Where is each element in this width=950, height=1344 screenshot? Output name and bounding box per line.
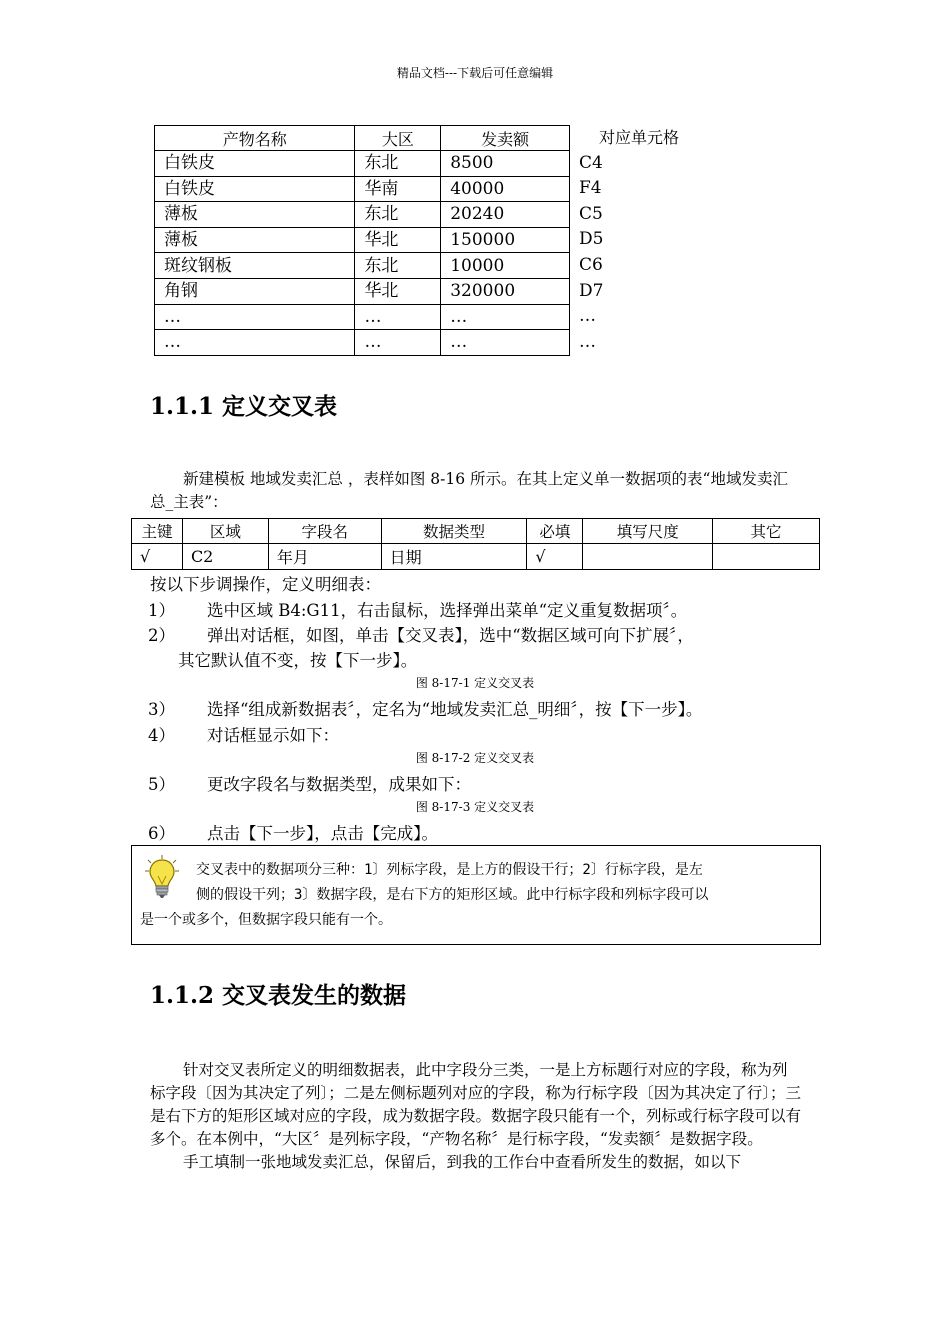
table-cell: … <box>441 304 570 330</box>
table-cell: 薄板 <box>155 227 355 253</box>
column-header: 产物名称 <box>155 126 355 151</box>
paragraph-text: 新建模板 地域发卖汇总 ，表样如图 8-16 所示。在其上定义单一数据项的表“地域发卖汇总_主表”： <box>150 470 788 511</box>
column-header: 发卖额 <box>441 126 570 151</box>
table-cell: 20240 <box>441 202 570 228</box>
table-cell: 东北 <box>355 151 441 177</box>
figure-caption: 图 8-17-2 定义交叉表 <box>415 751 535 765</box>
table-row <box>155 278 570 304</box>
table-row <box>155 227 570 253</box>
table-row <box>155 202 570 228</box>
table-cell: C2 <box>182 544 268 570</box>
table-header-row <box>155 126 570 151</box>
table-cell: 8500 <box>441 151 570 177</box>
table-cell: … <box>155 304 355 330</box>
cell-reference: C5 <box>579 203 603 224</box>
step-text-continued: 其它默认值不变，按【下一步】。 <box>178 651 418 670</box>
table-row <box>155 330 570 356</box>
paragraph-text: 针对交叉表所定义的明细数据表，此中字段分三类，一是上方标题行对应的字段，称为列标字段〔因为其决定了列〕；二是左侧标题列对应的字段，称为行标字段〔因为其决定了行〕；三是右下方的矩形区域对应的字段，成为数据字段。数据字段只能有一个，列标或行标字段可以有多个。在本例中，“大区〞是列标字段，“产物名称〞是行标字段，“发卖额〞是数据字段。 <box>150 1061 802 1148</box>
step-text: 点击【下一步】，点击【完成】。 <box>207 824 438 843</box>
paragraph-text: 手工填制一张地域发卖汇总，保留后，到我的工作台中查看所发生的数据，如以下 <box>183 1153 742 1171</box>
table-cell: 薄板 <box>155 202 355 228</box>
table-cell: 华北 <box>355 227 441 253</box>
column-header: 大区 <box>355 126 441 151</box>
table-cell: 150000 <box>441 227 570 253</box>
table-cell: 斑纹钢板 <box>155 253 355 279</box>
table-header-row <box>132 519 820 544</box>
table-cell: 年月 <box>268 544 381 570</box>
cell-reference: D5 <box>579 229 604 250</box>
cell-reference-column <box>579 125 679 355</box>
table-cell: √ <box>132 544 183 570</box>
section-heading: 1.1.2 交叉表发生的数据 <box>150 982 407 1009</box>
step-number: 6） <box>148 824 175 843</box>
cell-reference: … <box>579 331 596 352</box>
cell-reference: C6 <box>579 254 603 275</box>
table-cell: 华北 <box>355 278 441 304</box>
table-cell: √ <box>527 544 583 570</box>
table-cell: 白铁皮 <box>155 176 355 202</box>
step-number: 4） <box>148 726 175 745</box>
step-number: 3） <box>148 700 175 719</box>
table-cell: 东北 <box>355 202 441 228</box>
table-cell <box>583 544 713 570</box>
column-header: 必填 <box>527 519 583 544</box>
table-row <box>155 176 570 202</box>
section-heading: 1.1.1 定义交叉表 <box>150 393 338 420</box>
column-header: 区域 <box>182 519 268 544</box>
figure-caption: 图 8-17-1 定义交叉表 <box>415 676 535 690</box>
intro-paragraph <box>150 468 802 514</box>
page-header: 精品文档---下载后可任意编辑 <box>396 66 554 80</box>
field-definition-table <box>131 518 820 570</box>
step-number: 1） <box>148 601 175 620</box>
table-cell: 320000 <box>441 278 570 304</box>
table-cell: … <box>355 304 441 330</box>
cell-reference-header: 对应单元格 <box>599 128 680 147</box>
table-cell: 40000 <box>441 176 570 202</box>
table-cell: … <box>441 330 570 356</box>
table-cell: 白铁皮 <box>155 151 355 177</box>
cell-reference: F4 <box>579 178 602 199</box>
step-number: 2） <box>148 626 175 645</box>
column-header: 数据类型 <box>381 519 527 544</box>
cell-reference: C4 <box>579 152 603 173</box>
table-row <box>155 253 570 279</box>
step-text: 更改字段名与数据类型，成果如下： <box>207 775 471 794</box>
steps-intro: 按以下步调操作，定义明细表： <box>150 575 381 594</box>
table-row <box>132 544 820 570</box>
table-cell: 日期 <box>381 544 527 570</box>
tip-text <box>140 858 812 933</box>
cell-reference: … <box>579 306 596 327</box>
tip-line: 是一个或多个，但数据字段只能有一个。 <box>140 912 392 928</box>
table-row <box>155 304 570 330</box>
tip-line: 侧的假设干列；3〕数据字段，是右下方的矩形区域。此中行标字段和列标字段可以 <box>196 887 709 903</box>
column-header: 填写尺度 <box>583 519 713 544</box>
figure-caption: 图 8-17-3 定义交叉表 <box>415 800 535 814</box>
tip-box <box>131 845 821 945</box>
table-cell: 华南 <box>355 176 441 202</box>
table-cell: … <box>155 330 355 356</box>
column-header: 字段名 <box>268 519 381 544</box>
column-header: 主键 <box>132 519 183 544</box>
step-number: 5） <box>148 775 175 794</box>
table-cell: 角钢 <box>155 278 355 304</box>
table-cell: 东北 <box>355 253 441 279</box>
body-paragraphs <box>150 1059 802 1174</box>
step-text: 对话框显示如下： <box>207 726 339 745</box>
table-cell: … <box>355 330 441 356</box>
step-text: 选择“组成新数据表〞，定名为“地域发卖汇总_明细〞，按【下一步】。 <box>207 700 703 719</box>
cell-reference: D7 <box>579 280 604 301</box>
table-cell: 10000 <box>441 253 570 279</box>
sales-table <box>154 125 570 356</box>
table-row <box>155 151 570 177</box>
step-text: 选中区域 B4:G11，右击鼠标，选择弹出菜单“定义重复数据项〞。 <box>207 601 688 620</box>
table-cell <box>713 544 820 570</box>
step-text: 弹出对话框，如图，单击【交叉表】，选中“数据区域可向下扩展〞， <box>207 626 694 645</box>
column-header: 其它 <box>713 519 820 544</box>
tip-line: 交叉表中的数据项分三种：1〕列标字段，是上方的假设干行；2〕行标字段，是左 <box>196 862 703 878</box>
